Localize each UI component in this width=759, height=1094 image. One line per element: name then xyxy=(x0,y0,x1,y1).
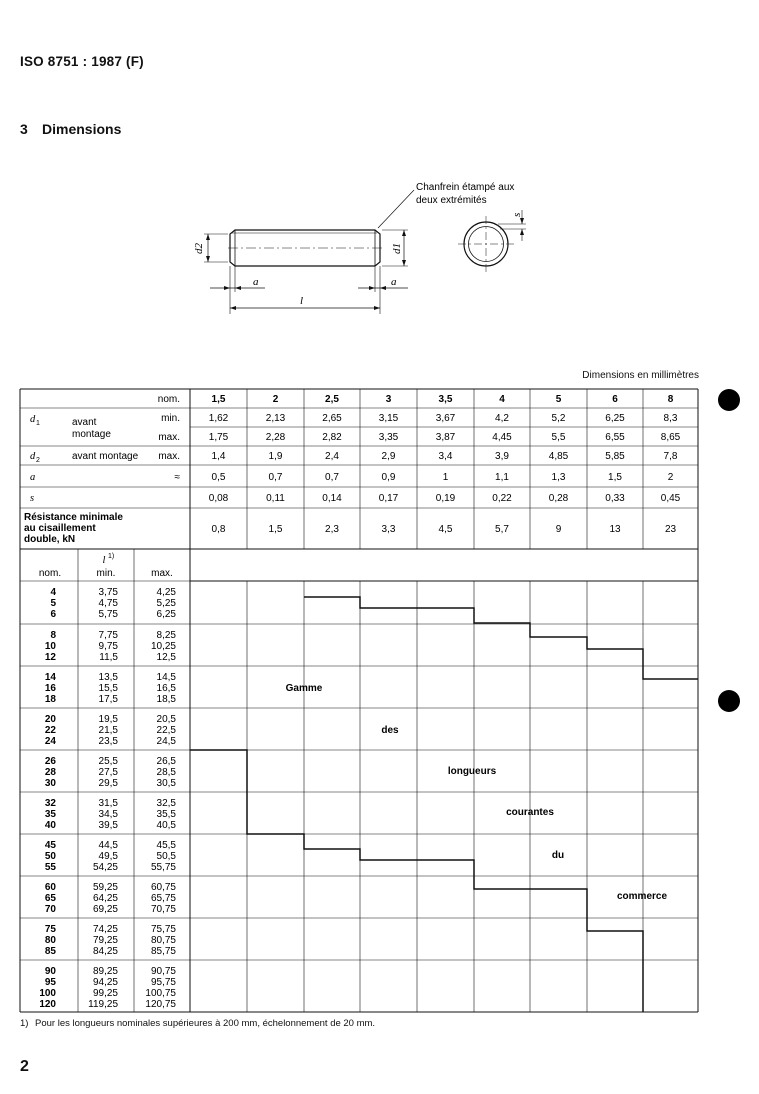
length-nom-cell: 30 xyxy=(44,778,56,789)
dim-s-label: s xyxy=(511,212,523,217)
length-max-cell: 30,5 xyxy=(156,778,176,789)
length-nom-cell: 85 xyxy=(44,946,56,957)
length-min-cell: 29,5 xyxy=(98,778,118,789)
length-max-cell: 28,5 xyxy=(156,767,176,778)
range-word: courantes xyxy=(506,807,554,818)
footnote xyxy=(20,1018,375,1029)
length-nom-cell: 24 xyxy=(44,736,56,747)
section-title: Dimensions xyxy=(42,121,122,137)
length-min-cell: 99,25 xyxy=(92,988,118,999)
nom-label: nom. xyxy=(157,394,180,405)
length-col-max: max. xyxy=(151,568,173,579)
length-max-cell: 16,5 xyxy=(156,683,176,694)
shear-cell: 4,5 xyxy=(438,524,453,535)
length-nom-cell: 28 xyxy=(44,767,56,778)
d2-max-cell: 5,85 xyxy=(605,451,625,462)
d1-min-cell: 4,2 xyxy=(495,413,509,424)
length-min-cell: 13,5 xyxy=(98,672,118,683)
size-cell: 4 xyxy=(499,394,505,405)
d1-max-cell: 3,87 xyxy=(435,432,456,443)
length-max-cell: 24,5 xyxy=(156,736,176,747)
length-nom-cell: 22 xyxy=(44,725,56,736)
length-nom-cell: 10 xyxy=(44,641,56,652)
s-cell: 0,28 xyxy=(548,493,569,504)
length-max-cell: 26,5 xyxy=(156,756,176,767)
length-nom-cell: 70 xyxy=(44,904,56,915)
length-nom-cell: 80 xyxy=(44,935,56,946)
dim-a-right-label: a xyxy=(391,276,397,288)
shear-label: double, kN xyxy=(24,534,76,545)
shear-label: au cisaillement xyxy=(24,523,96,534)
length-min-cell: 34,5 xyxy=(98,809,118,820)
d2-max-cell: 2,4 xyxy=(325,451,339,462)
a-cell: 1,5 xyxy=(608,472,622,483)
dim-d2-label: d2 xyxy=(193,243,205,254)
d1-max-cell: 5,5 xyxy=(551,432,566,443)
length-nom-cell: 35 xyxy=(44,809,56,820)
chamfer-callout-line1: Chanfrein étampé aux xyxy=(416,182,515,193)
section-number: 3 xyxy=(20,121,28,137)
range-word: commerce xyxy=(616,891,668,902)
length-min-cell: 7,75 xyxy=(98,630,118,641)
length-max-cell: 10,25 xyxy=(150,641,176,652)
punch-hole-top xyxy=(718,389,740,411)
size-cell: 5 xyxy=(555,394,562,405)
chamfer-callout-line2: deux extrémités xyxy=(416,195,487,206)
shear-cell: 1,5 xyxy=(268,524,283,535)
units-note: Dimensions en millimètres xyxy=(582,370,699,381)
length-max-cell: 40,5 xyxy=(156,820,176,831)
length-max-cell: 35,5 xyxy=(156,809,176,820)
shear-cell: 13 xyxy=(609,524,621,535)
length-min-cell: 94,25 xyxy=(92,977,118,988)
d1-min-cell: 1,62 xyxy=(208,413,229,424)
length-min-cell: 84,25 xyxy=(92,946,118,957)
d1-max-cell: 1,75 xyxy=(208,432,229,443)
length-max-cell: 65,75 xyxy=(150,893,176,904)
a-cell: 0,7 xyxy=(325,472,339,483)
shear-cell: 23 xyxy=(664,524,677,535)
d2-max-cell: 3,4 xyxy=(438,451,453,462)
length-nom-cell: 90 xyxy=(44,966,56,977)
length-nom-cell: 45 xyxy=(44,840,56,851)
length-max-cell: 55,75 xyxy=(150,862,176,873)
standard-header: ISO 8751 : 1987 (F) xyxy=(20,54,144,69)
size-cell: 8 xyxy=(667,394,674,405)
d2-max-label: max. xyxy=(158,451,180,462)
s-cell: 0,19 xyxy=(435,493,456,504)
length-min-cell: 5,75 xyxy=(98,609,118,620)
d1-max-cell: 3,35 xyxy=(378,432,399,443)
d1-max-label: max. xyxy=(158,432,180,443)
length-min-cell: 44,5 xyxy=(98,840,118,851)
d1-description: montage xyxy=(72,429,111,440)
shear-cell: 9 xyxy=(555,524,562,535)
d2-description: avant montage xyxy=(72,451,139,462)
d1-min-cell: 3,67 xyxy=(435,413,456,424)
d2-max-cell: 2,9 xyxy=(381,451,396,462)
s-cell: 0,22 xyxy=(492,493,512,504)
a-symbol: a xyxy=(30,472,36,483)
d2-max-cell: 1,9 xyxy=(268,451,283,462)
size-cell: 2,5 xyxy=(325,394,339,405)
length-min-cell: 89,25 xyxy=(92,966,118,977)
length-range-staircase xyxy=(190,597,698,1012)
length-max-cell: 85,75 xyxy=(150,946,176,957)
shear-cell: 2,3 xyxy=(325,524,339,535)
length-min-cell: 54,25 xyxy=(92,862,118,873)
a-cell: 1,1 xyxy=(495,472,509,483)
length-min-cell: 59,25 xyxy=(92,882,118,893)
length-min-cell: 39,5 xyxy=(98,820,118,831)
length-col-min: min. xyxy=(96,568,116,579)
length-nom-cell: 6 xyxy=(50,609,56,620)
dim-a-left-label: a xyxy=(253,276,259,288)
length-nom-cell: 18 xyxy=(44,694,56,705)
d2-subscript: 2 xyxy=(36,457,40,464)
s-cell: 0,14 xyxy=(322,493,342,504)
d1-min-cell: 2,13 xyxy=(265,413,286,424)
length-min-cell: 4,75 xyxy=(98,598,118,609)
dim-d1-label: d1 xyxy=(391,243,403,254)
size-cell: 3 xyxy=(385,394,392,405)
d2-max-cell: 3,9 xyxy=(495,451,509,462)
length-min-cell: 79,25 xyxy=(92,935,118,946)
length-nom-cell: 40 xyxy=(44,820,56,831)
shear-label: Résistance minimale xyxy=(24,512,123,523)
d1-min-cell: 8,3 xyxy=(663,413,678,424)
length-col-nom: nom. xyxy=(38,568,62,579)
length-nom-cell: 120 xyxy=(39,999,56,1010)
length-max-cell: 95,75 xyxy=(150,977,176,988)
length-max-cell: 50,5 xyxy=(156,851,176,862)
length-max-cell: 100,75 xyxy=(145,988,176,999)
s-cell: 0,33 xyxy=(605,493,625,504)
size-cell: 2 xyxy=(272,394,279,405)
length-max-cell: 6,25 xyxy=(156,609,176,620)
length-nom-cell: 8 xyxy=(50,630,56,641)
d1-min-cell: 2,65 xyxy=(322,413,342,424)
length-min-cell: 3,75 xyxy=(98,587,118,598)
a-cell: 1,3 xyxy=(551,472,566,483)
d2-symbol: d xyxy=(30,451,36,462)
range-word: du xyxy=(551,850,565,861)
length-nom-cell: 95 xyxy=(44,977,56,988)
length-min-cell: 9,75 xyxy=(98,641,118,652)
length-max-cell: 5,25 xyxy=(156,598,176,609)
a-approx-label: ≈ xyxy=(174,472,180,483)
length-min-cell: 49,5 xyxy=(98,851,118,862)
d2-max-cell: 1,4 xyxy=(211,451,226,462)
d1-subscript: 1 xyxy=(36,420,40,427)
d1-min-label: min. xyxy=(161,413,180,424)
d1-min-cell: 3,15 xyxy=(378,413,399,424)
d1-max-cell: 8,65 xyxy=(660,432,681,443)
range-word: des xyxy=(381,725,399,736)
length-max-cell: 20,5 xyxy=(156,714,176,725)
range-word: longueurs xyxy=(447,766,497,777)
d1-min-cell: 5,2 xyxy=(551,413,566,424)
length-nom-cell: 75 xyxy=(44,924,56,935)
length-nom-cell: 4 xyxy=(50,587,56,598)
length-max-cell: 80,75 xyxy=(150,935,176,946)
length-min-cell: 17,5 xyxy=(98,694,118,705)
size-cell: 3,5 xyxy=(438,394,453,405)
page-number: 2 xyxy=(20,1058,29,1075)
a-cell: 2 xyxy=(667,472,674,483)
length-max-cell: 4,25 xyxy=(156,587,176,598)
length-nom-cell: 50 xyxy=(44,851,56,862)
a-cell: 0,7 xyxy=(268,472,283,483)
d1-max-cell: 6,55 xyxy=(605,432,625,443)
length-min-cell: 27,5 xyxy=(98,767,118,778)
footnote-mark: 1) xyxy=(20,1018,29,1029)
length-min-cell: 64,25 xyxy=(92,893,118,904)
size-cell: 6 xyxy=(612,394,618,405)
d1-description: avant xyxy=(72,417,97,428)
length-symbol: l xyxy=(102,555,106,566)
length-min-cell: 23,5 xyxy=(98,736,118,747)
s-cell: 0,08 xyxy=(208,493,229,504)
d2-max-cell: 7,8 xyxy=(663,451,678,462)
footnote-text: Pour les longueurs nominales supérieures à 200 mm, échelonnement de 20 mm. xyxy=(35,1018,376,1029)
shear-cell: 3,3 xyxy=(381,524,396,535)
shear-cell: 5,7 xyxy=(495,524,509,535)
length-nom-cell: 12 xyxy=(44,652,56,663)
s-cell: 0,45 xyxy=(660,493,681,504)
length-nom-cell: 100 xyxy=(39,988,56,999)
punch-hole-bottom xyxy=(718,690,740,712)
d1-max-cell: 2,28 xyxy=(265,432,286,443)
size-cell: 1,5 xyxy=(211,394,226,405)
length-nom-cell: 65 xyxy=(44,893,56,904)
length-nom-cell: 14 xyxy=(44,672,56,683)
s-symbol: s xyxy=(30,493,35,504)
d1-symbol: d xyxy=(30,414,36,425)
length-max-cell: 60,75 xyxy=(150,882,176,893)
length-max-cell: 120,75 xyxy=(145,999,176,1010)
length-max-cell: 22,5 xyxy=(156,725,176,736)
length-min-cell: 21,5 xyxy=(98,725,118,736)
s-cell: 0,11 xyxy=(266,493,285,504)
length-min-cell: 74,25 xyxy=(92,924,118,935)
length-nom-cell: 60 xyxy=(44,882,56,893)
length-max-cell: 90,75 xyxy=(150,966,176,977)
d1-max-cell: 2,82 xyxy=(322,432,342,443)
d1-min-cell: 6,25 xyxy=(605,413,625,424)
length-nom-cell: 26 xyxy=(44,756,56,767)
d2-max-cell: 4,85 xyxy=(548,451,569,462)
length-note-mark: 1) xyxy=(108,553,115,560)
length-max-cell: 45,5 xyxy=(156,840,176,851)
length-min-cell: 15,5 xyxy=(98,683,118,694)
range-word: Gamme xyxy=(285,683,323,694)
a-cell: 1 xyxy=(442,472,449,483)
a-cell: 0,5 xyxy=(211,472,226,483)
length-max-cell: 8,25 xyxy=(156,630,176,641)
length-max-cell: 18,5 xyxy=(156,694,176,705)
length-min-cell: 11,5 xyxy=(99,652,118,663)
length-nom-cell: 55 xyxy=(44,862,56,873)
a-cell: 0,9 xyxy=(381,472,396,483)
length-min-cell: 19,5 xyxy=(98,714,118,725)
s-cell: 0,17 xyxy=(378,493,399,504)
length-max-cell: 75,75 xyxy=(150,924,176,935)
length-nom-cell: 32 xyxy=(44,798,56,809)
length-nom-cell: 16 xyxy=(44,683,56,694)
length-max-cell: 14,5 xyxy=(156,672,176,683)
length-nom-cell: 20 xyxy=(44,714,56,725)
dim-l-label: l xyxy=(300,295,304,307)
shear-cell: 0,8 xyxy=(211,524,226,535)
length-min-cell: 25,5 xyxy=(98,756,118,767)
length-max-cell: 12,5 xyxy=(156,652,176,663)
length-min-cell: 69,25 xyxy=(92,904,118,915)
length-min-cell: 119,25 xyxy=(88,999,118,1010)
length-max-cell: 70,75 xyxy=(150,904,176,915)
d1-max-cell: 4,45 xyxy=(492,432,512,443)
length-nom-cell: 5 xyxy=(50,598,56,609)
length-max-cell: 32,5 xyxy=(156,798,176,809)
length-min-cell: 31,5 xyxy=(98,798,118,809)
